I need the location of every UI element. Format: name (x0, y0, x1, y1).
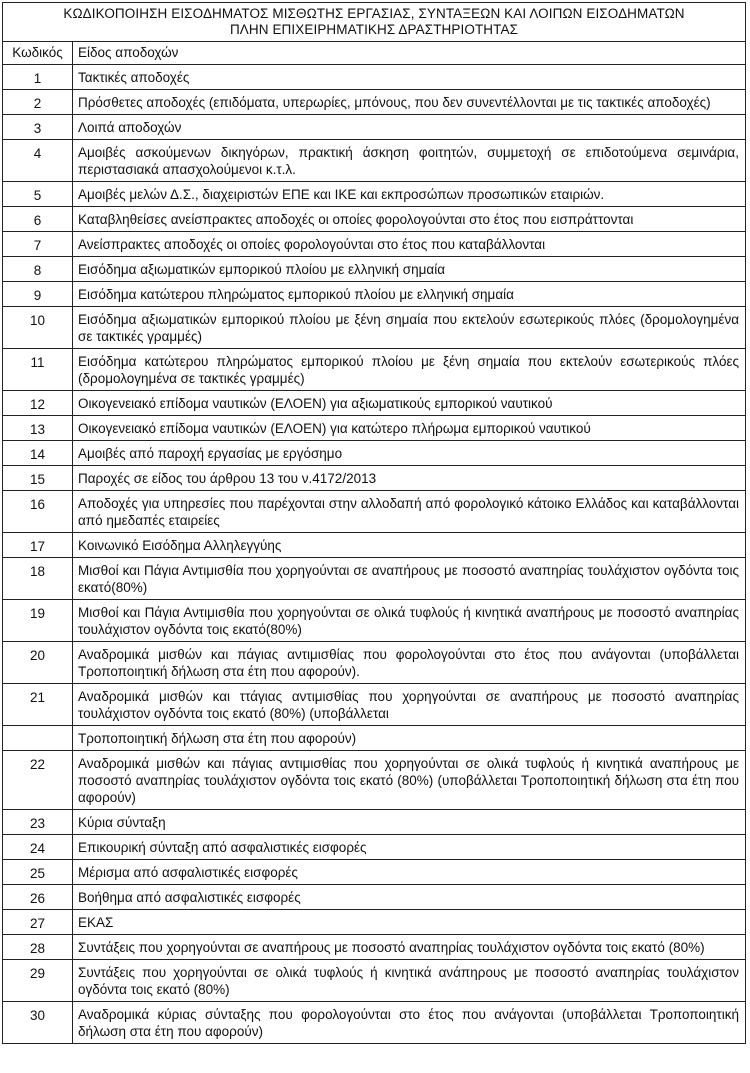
row-code: 3 (3, 115, 73, 140)
row-code: 6 (3, 207, 73, 232)
table-row (3, 960, 746, 1002)
header-row (3, 42, 746, 65)
table-row (3, 441, 746, 466)
table-row (3, 642, 746, 684)
row-description: Μισθοί και Πάγια Αντιμισθία που χορηγούνται σε αναπήρους με ποσοστό αναπηρίας τουλάχιστον ογδόντα τοις εκατό(80%) (73, 558, 746, 600)
income-code-document (2, 2, 746, 1044)
row-description: Αμοιβές από παροχή εργασίας με εργόσημο (73, 441, 746, 466)
row-code: 19 (3, 600, 73, 642)
row-description: Αποδοχές για υπηρεσίες που παρέχονται στην αλλοδαπή από φορολογικό κάτοικο Ελλάδος και καταβάλλονται από ημεδαπές εταιρείες (73, 491, 746, 533)
row-description: Πρόσθετες αποδοχές (επιδόματα, υπερωρίες, μπόνους, που δεν συνεντέλλονται με τις τακτικές αποδοχές) (73, 90, 746, 115)
row-code: 5 (3, 182, 73, 207)
row-code: 23 (3, 810, 73, 835)
row-description: Συντάξεις που χορηγούνται σε ολικά τυφλούς ή κινητικά ανάπηρους με ποσοστό αναπηρίας τουλάχιστον ογδόντα τοις εκατό (80%) (73, 960, 746, 1002)
row-code: 2 (3, 90, 73, 115)
row-description: Επικουρική σύνταξη από ασφαλιστικές εισφορές (73, 835, 746, 860)
row-code: 22 (3, 751, 73, 810)
table-row (3, 684, 746, 726)
table-body (3, 65, 746, 1044)
row-description: Αναδρομικά μισθών και ττάγιας αντιμισθίας που χορηγούνται σε αναπήρους με ποσοστό αναπηρίας τουλάχιστον ογδόντα τοις εκατό (80%) (υποβάλλεται (73, 684, 746, 726)
table-row (3, 207, 746, 232)
row-description: Κοινωνικό Εισόδημα Αλληλεγγύης (73, 533, 746, 558)
row-code: 20 (3, 642, 73, 684)
table-row (3, 232, 746, 257)
table-row (3, 416, 746, 441)
table-row (3, 533, 746, 558)
table-title (3, 3, 746, 42)
income-code-table (2, 2, 746, 1044)
row-code: 8 (3, 257, 73, 282)
row-code: 15 (3, 466, 73, 491)
row-description: Αναδρομικά μισθών και πάγιας αντιμισθίας που χορηγούνται σε ολικά τυφλούς ή κινητικά αναπήρους με ποσοστό αναπηρίας τουλάχιστον ογδόντα τοις εκατό (80%) (υποβάλλεται Τροποποιητική δήλωση στα έτη που αφορούν) (73, 751, 746, 810)
row-code: 24 (3, 835, 73, 860)
row-code: 4 (3, 140, 73, 182)
row-description: Μισθοί και Πάγια Αντιμισθία που χορηγούνται σε ολικά τυφλούς ή κινητικά αναπήρους με ποσοστό αναπηρίας τουλάχιστον ογδόντα τοις εκατό(80%) (73, 600, 746, 642)
table-row (3, 491, 746, 533)
table-title-line-2: ΠΛΗΝ ΕΠΙΧΕΙΡΗΜΑΤΙΚΗΣ ΔΡΑΣΤΗΡΙΟΤΗΤΑΣ (229, 22, 519, 37)
header-code: Κωδικός (3, 42, 73, 65)
table-row (3, 182, 746, 207)
row-description: Βοήθημα από ασφαλιστικές εισφορές (73, 885, 746, 910)
row-description: Αναδρομικά μισθών και πάγιας αντιμισθίας που φορολογούνται στο έτος που ανάγονται (υποβάλλεται Τροποποιητική δήλωση στα έτη που αφορούν). (73, 642, 746, 684)
row-description: Ανείσπρακτες αποδοχές οι οποίες φορολογούνται στο έτος που καταβάλλονται (73, 232, 746, 257)
table-row (3, 885, 746, 910)
row-description: Τακτικές αποδοχές (73, 65, 746, 90)
table-row (3, 810, 746, 835)
row-description: Παροχές σε είδος του άρθρου 13 του ν.4172/2013 (73, 466, 746, 491)
row-description: Εισόδημα κατώτερου πληρώματος εμπορικού πλοίου με ελληνική σημαία (73, 282, 746, 307)
row-description: Μέρισμα από ασφαλιστικές εισφορές (73, 860, 746, 885)
row-code: 18 (3, 558, 73, 600)
row-code: 28 (3, 935, 73, 960)
table-row (3, 910, 746, 935)
row-description: Εισόδημα κατώτερου πληρώματος εμπορικού πλοίου με ξένη σημαία που εκτελούν εσωτερικούς πλόες (δρομολογημένα σε τακτικές γραμμές) (73, 349, 746, 391)
row-description: Λοιπά αποδοχών (73, 115, 746, 140)
row-description: Τροποποιητική δήλωση στα έτη που αφορούν) (73, 726, 746, 751)
row-description: Αμοιβές μελών Δ.Σ., διαχειριστών ΕΠΕ και ΙΚΕ και εκπροσώπων προσωπικών εταιριών. (73, 182, 746, 207)
row-code: 21 (3, 684, 73, 726)
table-row (3, 391, 746, 416)
row-code: 10 (3, 307, 73, 349)
row-code: 12 (3, 391, 73, 416)
row-description: Αναδρομικά κύριας σύνταξης που φορολογούνται στο έτος που ανάγονται (υποβάλλεται Τροποποιητική δήλωση στα έτη που αφορούν) (73, 1002, 746, 1044)
table-row (3, 257, 746, 282)
row-code: 11 (3, 349, 73, 391)
table-row (3, 115, 746, 140)
row-code: 17 (3, 533, 73, 558)
table-row (3, 349, 746, 391)
table-row (3, 140, 746, 182)
table-row (3, 65, 746, 90)
row-description: Κύρια σύνταξη (73, 810, 746, 835)
row-code: 16 (3, 491, 73, 533)
row-description: Εισόδημα αξιωματικών εμπορικού πλοίου με ξένη σημαία που εκτελούν εσωτερικούς πλόες (δρομολογημένα σε τακτικές γραμμές) (73, 307, 746, 349)
row-code: 9 (3, 282, 73, 307)
table-row (3, 835, 746, 860)
row-description: Αμοιβές ασκούμενων δικηγόρων, πρακτική άσκηση φοιτητών, συμμετοχή σε επιδοτούμενα σεμινάρια, περιστασιακά απασχολούμενοι κ.τ.λ. (73, 140, 746, 182)
row-code: 27 (3, 910, 73, 935)
row-code: 25 (3, 860, 73, 885)
row-code: 1 (3, 65, 73, 90)
table-row (3, 751, 746, 810)
table-row (3, 90, 746, 115)
table-row (3, 1002, 746, 1044)
row-code: 29 (3, 960, 73, 1002)
row-code: 13 (3, 416, 73, 441)
table-row (3, 935, 746, 960)
row-code: 14 (3, 441, 73, 466)
table-row (3, 600, 746, 642)
table-row (3, 558, 746, 600)
row-description: Εισόδημα αξιωματικών εμπορικού πλοίου με ελληνική σημαία (73, 257, 746, 282)
row-code: 26 (3, 885, 73, 910)
table-title-line-1: ΚΩΔΙΚΟΠΟΙΗΣΗ ΕΙΣΟΔΗΜΑΤΟΣ ΜΙΣΘΩΤΗΣ ΕΡΓΑΣΙΑΣ, ΣΥΝΤΑΞΕΩΝ ΚΑΙ ΛΟΙΠΩΝ ΕΙΣΟΔΗΜΑΤΩΝ (63, 6, 685, 21)
table-row (3, 726, 746, 751)
row-code (3, 726, 73, 751)
table-row (3, 282, 746, 307)
table-row (3, 307, 746, 349)
row-description: ΕΚΑΣ (73, 910, 746, 935)
row-code: 7 (3, 232, 73, 257)
row-description: Οικογενειακό επίδομα ναυτικών (ΕΛΟΕΝ) για αξιωματικούς εμπορικού ναυτικού (73, 391, 746, 416)
header-type: Είδος αποδοχών (73, 42, 746, 65)
row-description: Καταβληθείσες ανείσπρακτες αποδοχές οι οποίες φορολογούνται στο έτος που εισπράττονται (73, 207, 746, 232)
table-row (3, 466, 746, 491)
row-code: 30 (3, 1002, 73, 1044)
row-description: Συντάξεις που χορηγούνται σε αναπήρους με ποσοστό αναπηρίας τουλάχιστον ογδόντα τοις εκατό (80%) (73, 935, 746, 960)
table-row (3, 860, 746, 885)
row-description: Οικογενειακό επίδομα ναυτικών (ΕΛΟΕΝ) για κατώτερο πλήρωμα εμπορικού ναυτικού (73, 416, 746, 441)
